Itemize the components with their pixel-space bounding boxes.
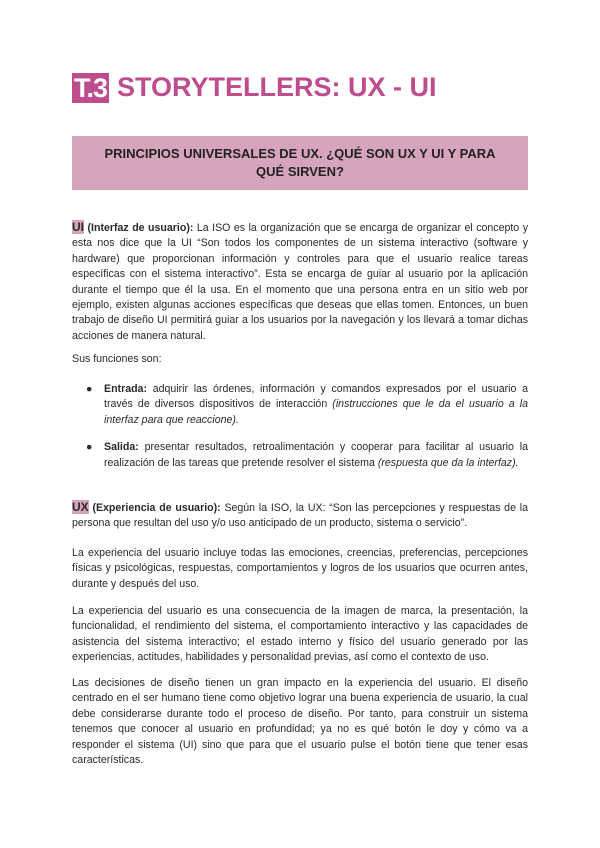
functions-list: [72, 382, 528, 485]
ui-term: (Interfaz de usuario):: [84, 222, 194, 234]
ui-definition-paragraph: [72, 220, 528, 344]
bullet-icon: ●: [86, 441, 93, 454]
paragraph-design-decisions: Las decisiones de diseño tienen un gran impacto en la experiencia del usuario. El diseño centrado en el ser humano tiene como objetivo lograr una buena experiencia de usuario, la cual debe considerarse durante todo el proceso de diseño. Por tanto, para construir un sistema tenemos que conocer al usuario en profundidad; ya no es qué botón le doy y cómo va a responder el sistema (UI) sino que para que el usuario pulse el botón tiene que tener esas características.: [72, 677, 528, 767]
list-item-salida: [72, 440, 528, 471]
ux-definition-text: Según la ISO, la UX: “Son las percepciones y respuestas de la persona que resultan del uso y/o uso anticipado de un producto, sistema o servicio”.: [72, 502, 528, 530]
page-title-text: STORYTELLERS: UX - UI: [117, 72, 437, 102]
list-item-label: Entrada:: [104, 383, 147, 395]
page-title: [72, 72, 437, 103]
section-banner: PRINCIPIOS UNIVERSALES DE UX. ¿QUÉ SON UX Y UI Y PARA QUÉ SIRVEN?: [72, 136, 528, 190]
ui-abbreviation: UI: [72, 220, 84, 234]
paragraph-ux-includes: La experiencia del usuario incluye todas las emociones, creencias, preferencias, percepciones físicas y psicológicas, respuestas, comportamientos y logros de los usuarios que ocurren antes, durante y después del uso.: [72, 547, 528, 590]
bullet-icon: ●: [86, 383, 93, 395]
list-item-note: (instrucciones que le da el usuario a la interfaz para que reaccione).: [104, 398, 528, 426]
functions-intro: Sus funciones son:: [72, 353, 162, 365]
ux-definition-paragraph: [72, 500, 528, 532]
ui-definition-text: La ISO es la organización que se encarga de organizar el concepto y esta nos dice que la UI “Son todos los componentes de un sistema interactivo (software y hardware) que proporcionan información y controles para que el usuario realice tareas específicas con el sistema interactivo”. Esta se encarga de guiar al usuario por la aplicación durante el tiempo que él la usa. En el momento que una persona entra en un sitio web por ejemplo, existen algunas acciones específicas que deseas que ellas tomen. Entonces, un buen trabajo de diseño UI permitirá guiar a los usuarios por la navegación y los llevará a tomar dichas acciones de manera natural.: [72, 222, 528, 342]
list-item-label: Salida:: [104, 441, 139, 454]
list-item-text: adquirir las órdenes, información y comandos expresados por el usuario a través de diversos dispositivos de interacción: [104, 383, 528, 411]
ux-term: (Experiencia de usuario):: [88, 502, 221, 514]
list-item-text: presentar resultados, retroalimentación y cooperar para facilitar al usuario la realización de las tareas que pretende resolver el sistema: [104, 441, 528, 469]
paragraph-ux-consequence: La experiencia del usuario es una consecuencia de la imagen de marca, la presentación, la funcionalidad, el rendimiento del sistema, el comportamiento interactivo y las capacidades de asistencia del sistema interactivo; el estado interno y físico del usuario generado por las experiencias, actitudes, habilidades y personalidad previas, así como el contexto de uso.: [72, 605, 528, 664]
ux-abbreviation: UX: [72, 500, 89, 514]
list-item-entrada: [72, 382, 528, 428]
topic-number-badge: T.3: [74, 72, 108, 103]
list-item-note: (respuesta que da la interfaz).: [377, 456, 519, 469]
